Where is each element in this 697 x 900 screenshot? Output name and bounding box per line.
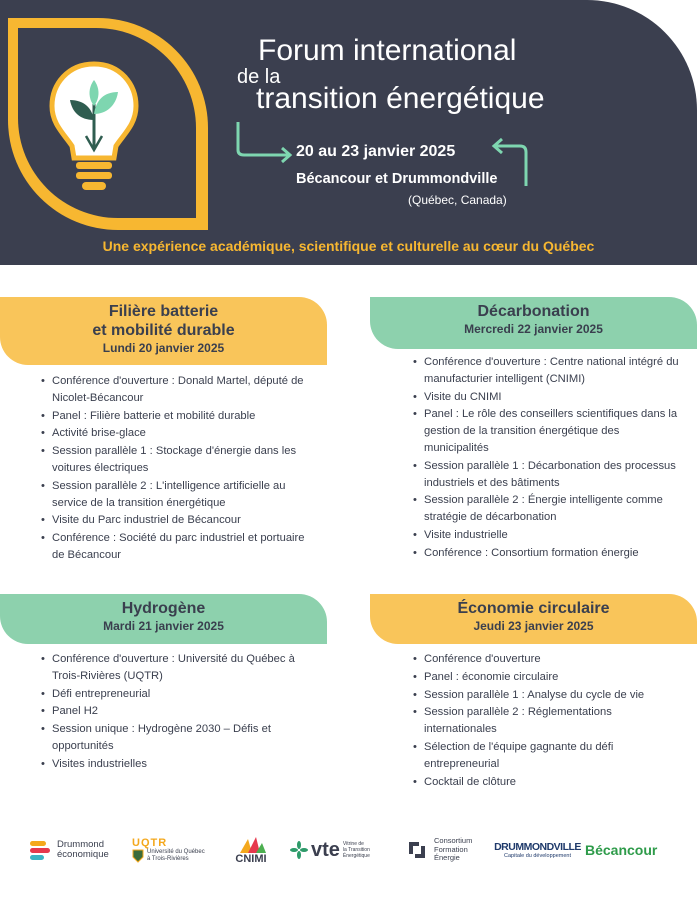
- logo-text: Énergétique: [342, 853, 370, 859]
- list-item: • Session parallèle 2 : L'intelligence artificielle au service de la transition énergétique: [40, 478, 318, 512]
- list-item: • Panel : économie circulaire: [412, 669, 687, 686]
- forum-title-connector: de la: [237, 66, 281, 88]
- event-location: Bécancour et Drummondville: [296, 171, 498, 187]
- logo-text: la Transition: [342, 847, 370, 853]
- list-item: • Session unique : Hydrogène 2030 – Défis et opportunités: [40, 721, 318, 755]
- uqtr-crest-icon: [132, 849, 144, 863]
- logo-text: UQTR: [132, 837, 168, 849]
- section-date: Jeudi 23 janvier 2025: [473, 619, 594, 633]
- section-battery-header: [0, 297, 327, 365]
- logo-text: Énergie: [434, 853, 460, 863]
- list-item: • Conférence d'ouverture : Donald Martel, député de Nicolet-Bécancour: [40, 373, 318, 407]
- logo-text: économique: [57, 849, 109, 860]
- section-hydrogen-header: [0, 594, 327, 644]
- list-item: • Cocktail de clôture: [412, 774, 687, 791]
- logo-text: Drummond: [57, 839, 104, 850]
- logo-consortium: [405, 825, 495, 875]
- section-title: Hydrogène: [121, 600, 206, 617]
- list-item: • Conférence d'ouverture : Centre national intégré du manufacturier intelligent (CNIMI): [412, 354, 687, 388]
- logo-text: Formation: [434, 844, 468, 854]
- section-circular-header: [370, 594, 697, 644]
- section-battery-list: [40, 373, 318, 565]
- logo-drummond-economique: [30, 825, 115, 875]
- list-item: • Panel : Le rôle des conseillers scientifiques dans la gestion de la transition énergétique des municipalités: [412, 406, 687, 456]
- list-item: • Panel : Filière batterie et mobilité durable: [40, 408, 318, 425]
- logo-cnimi: [226, 825, 276, 875]
- logo-uqtr: [132, 825, 217, 875]
- list-item: • Visite du CNIMI: [412, 389, 687, 406]
- cnimi-mark-icon: [236, 835, 266, 853]
- event-country: (Québec, Canada): [408, 193, 507, 207]
- list-item: • Session parallèle 2 : Énergie intelligente comme stratégie de décarbonation: [412, 492, 687, 526]
- vte-leaf-icon: [290, 841, 308, 859]
- list-item: • Défi entrepreneurial: [40, 686, 318, 703]
- logo-text: Consortium: [434, 836, 473, 846]
- list-item: • Conférence : Consortium formation énergie: [412, 545, 687, 562]
- list-item: • Visite industrielle: [412, 527, 687, 544]
- forum-title-line1: Forum international: [258, 34, 517, 67]
- logo-text: à Trois-Rivières: [147, 856, 189, 862]
- tagline: Une expérience académique, scientifique et culturelle au cœur du Québec: [102, 238, 595, 254]
- event-dates: 20 au 23 janvier 2025: [296, 143, 456, 160]
- logo-text: vte: [311, 838, 340, 861]
- section-title: et mobilité durable: [92, 322, 235, 339]
- drummond-mark-icon: [30, 839, 52, 861]
- consortium-mark-icon: [405, 838, 429, 862]
- section-date: Mercredi 22 janvier 2025: [464, 322, 603, 336]
- list-item: • Activité brise-glace: [40, 425, 318, 442]
- list-item: • Sélection de l'équipe gagnante du défi entrepreneurial: [412, 739, 687, 773]
- list-item: • Conférence : Société du parc industriel et portuaire de Bécancour: [40, 530, 318, 564]
- list-item: • Conférence d'ouverture : Université du Québec à Trois-Rivières (UQTR): [40, 651, 318, 685]
- section-title: Décarbonation: [477, 303, 590, 320]
- header-banner: [0, 0, 697, 265]
- list-item: • Session parallèle 1 : Stockage d'énergie dans les voitures électriques: [40, 443, 318, 477]
- logo-vte: [290, 825, 390, 875]
- logo-becancour: [585, 825, 675, 875]
- logo-text: CNIMI: [235, 853, 267, 865]
- section-date: Mardi 21 janvier 2025: [103, 619, 224, 633]
- lightbulb-plant-icon: [44, 58, 144, 198]
- list-item: • Visites industrielles: [40, 756, 318, 773]
- list-item: • Conférence d'ouverture: [412, 651, 687, 668]
- logo-text: Vitrine de: [342, 841, 364, 847]
- section-circular-list: [412, 651, 687, 791]
- logo-text: Université du Québec: [147, 849, 205, 855]
- partner-logos: [0, 825, 697, 880]
- section-title: Économie circulaire: [457, 600, 610, 617]
- logo-text: Capitale du développement: [504, 853, 571, 859]
- list-item: • Visite du Parc industriel de Bécancour: [40, 512, 318, 529]
- section-title: Filière batterie: [108, 303, 219, 320]
- section-hydrogen-list: [40, 651, 318, 774]
- logo-text: Bécancour: [585, 842, 658, 858]
- logo-drummondville: [494, 825, 581, 875]
- list-item: • Session parallèle 1 : Décarbonation des processus industriels et des bâtiments: [412, 458, 687, 492]
- section-decarbonation-header: [370, 297, 697, 349]
- list-item: • Panel H2: [40, 703, 318, 720]
- logo-text: DRUMMONDVILLE: [494, 841, 581, 853]
- list-item: • Session parallèle 1 : Analyse du cycle de vie: [412, 687, 687, 704]
- forum-title-line2: transition énergétique: [256, 82, 545, 115]
- section-decarbonation-list: [412, 354, 687, 563]
- section-date: Lundi 20 janvier 2025: [102, 341, 225, 355]
- list-item: • Session parallèle 2 : Réglementations internationales: [412, 704, 687, 738]
